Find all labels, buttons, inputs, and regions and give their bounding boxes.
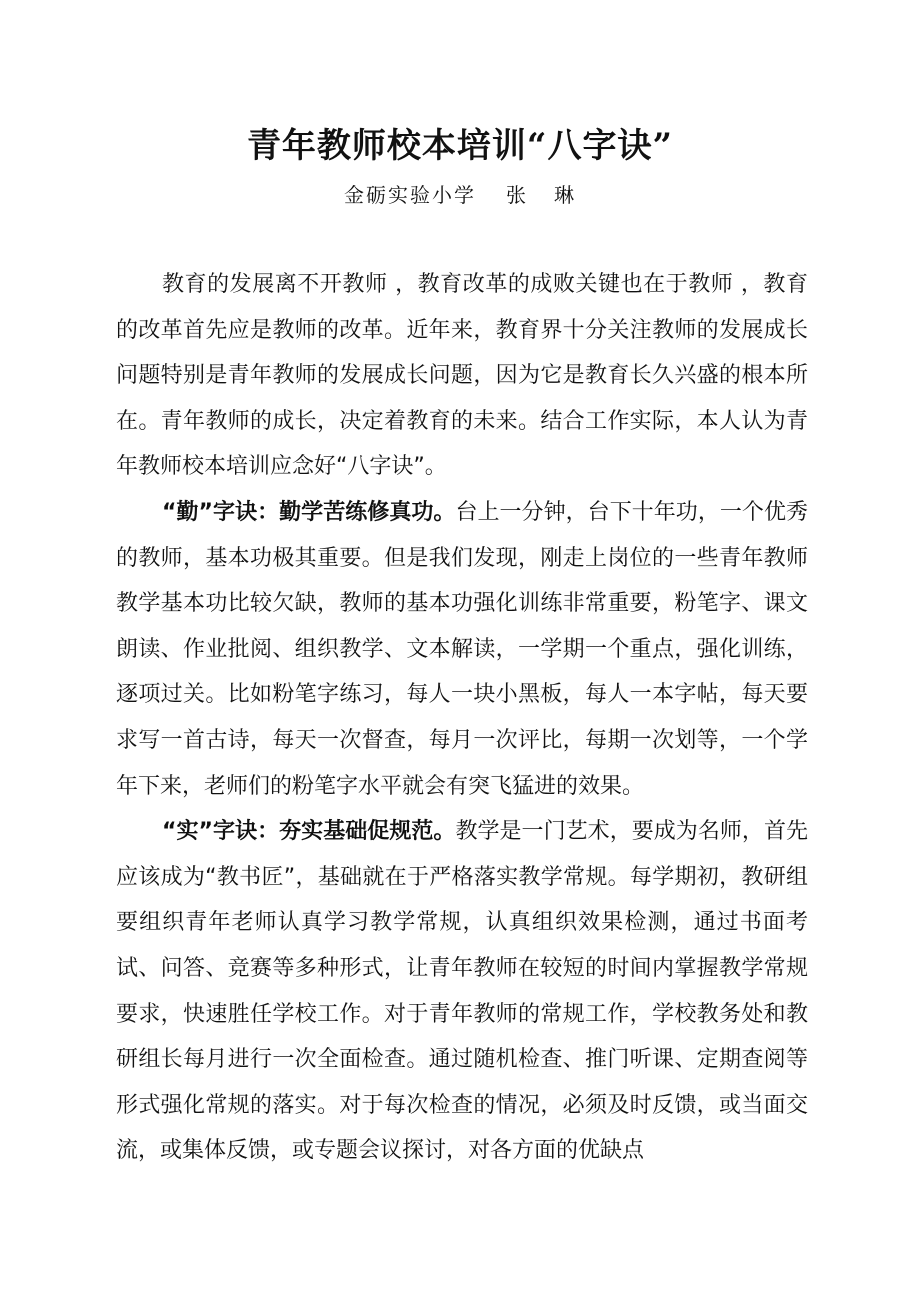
author-byline xyxy=(0,179,920,208)
author-name-first: 张 xyxy=(506,183,528,207)
section-heading: “勤”字诀：勤学苦练修真功。 xyxy=(162,499,456,525)
paragraph-text: 台上一分钟，台下十年功，一个优秀的教师，基本功极其重要。但是我们发现，刚走上岗位的一些青年教师教学基本功比较欠缺，教师的基本功强化训练非常重要，粉笔字、课文朗读、作业批阅、组织教学、文本解读，一学期一个重点，强化训练，逐项过关。比如粉笔字练习，每人一块小黑板，每人一本字帖，每天要求写一首古诗，每天一次督查，每月一次评比，每期一次划等，一个学年下来，老师们的粉笔字水平就会有突飞猛进的效果。 xyxy=(116,499,808,799)
author-name-last: 琳 xyxy=(554,183,576,207)
school-name: 金砺实验小学 xyxy=(344,183,476,207)
intro-paragraph xyxy=(116,262,808,490)
qin-section-paragraph xyxy=(116,490,808,809)
shi-section-paragraph xyxy=(116,809,808,1174)
document-title: 青年教师校本培训“八字诀” xyxy=(246,126,674,166)
paragraph-text: 教育的发展离不开教师 ，教育改革的成败关键也在于教师 ，教育的改革首先应是教师的改革。近年来，教育界十分关注教师的发展成长问题特别是青年教师的发展成长问题，因为它是教育长久兴盛的根本所在。青年教师的成长，决定着教育的未来。结合工作实际，本人认为青年教师校本培训应念好“八字诀”。 xyxy=(116,272,808,480)
paragraph-text: 教学是一门艺术，要成为名师，首先应该成为“教书匠”，基础就在于严格落实教学常规。每学期初，教研组要组织青年老师认真学习教学常规，认真组织效果检测，通过书面考试、问答、竞赛等多种形式，让青年教师在较短的时间内掌握教学常规要求，快速胜任学校工作。对于青年教师的常规工作，学校教务处和教研组长每月进行一次全面检查。通过随机检查、推门听课、定期查阅等形式强化常规的落实。对于每次检查的情况，必须及时反馈，或当面交流，或集体反馈，或专题会议探讨，对各方面的优缺点 xyxy=(116,819,808,1164)
document-body xyxy=(116,262,808,1174)
section-heading: “实”字诀：夯实基础促规范。 xyxy=(162,819,456,845)
